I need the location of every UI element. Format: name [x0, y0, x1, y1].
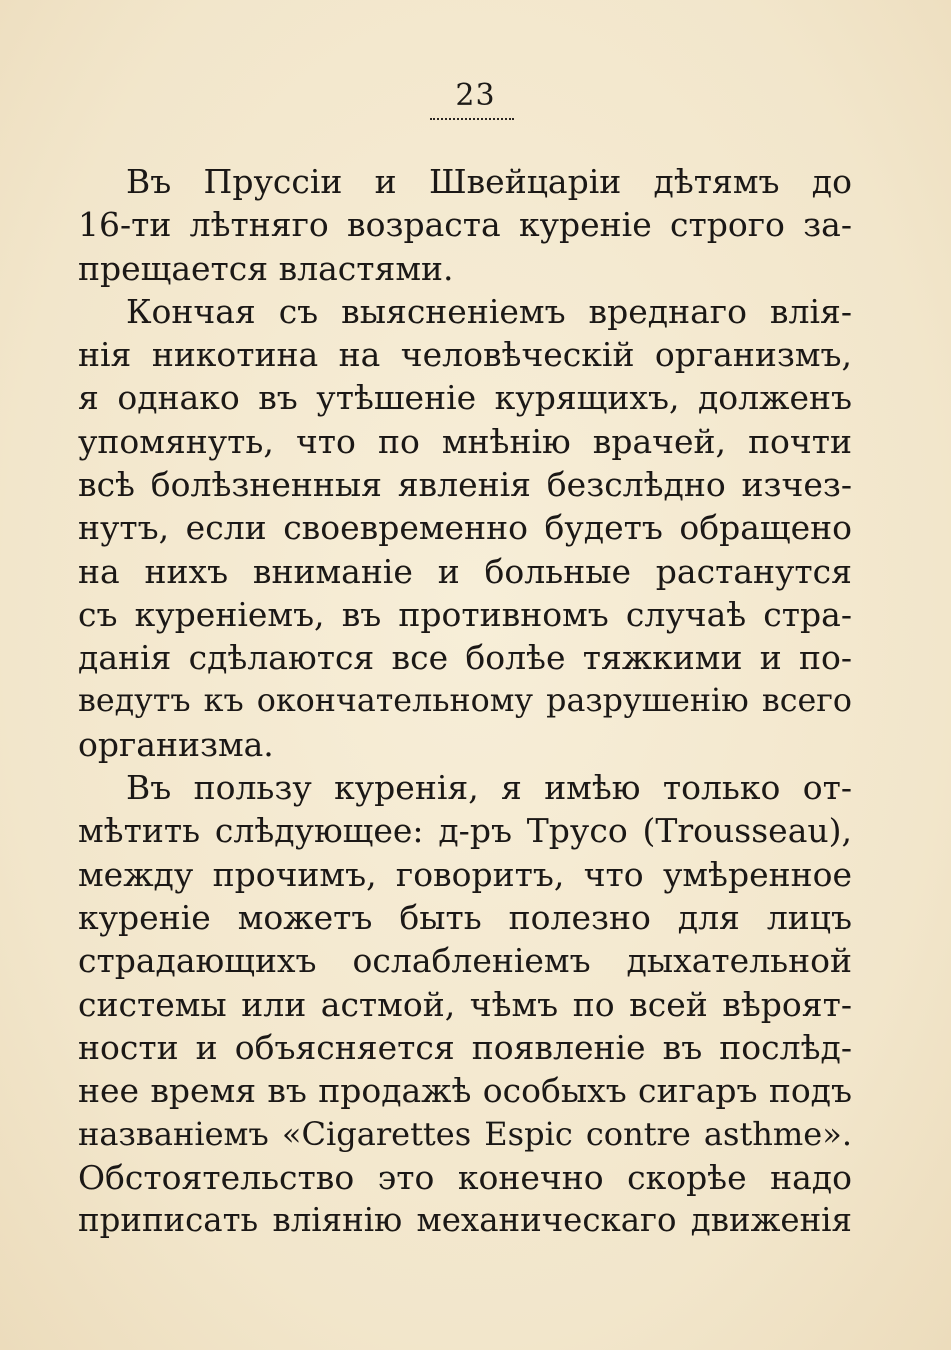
text-line: нія никотина на человѣческій организмъ,: [78, 335, 852, 375]
text-line: организма.: [78, 724, 274, 764]
text-line: упомянуть, что по мнѣнію врачей, почти: [78, 421, 852, 461]
text-line: ности и объясняется появленіе въ послѣд-: [78, 1027, 852, 1067]
text-line: прещается властями.: [78, 248, 454, 288]
text-line: названіемъ «Cigarettes Espic contre asthme».: [78, 1114, 852, 1153]
text-line: приписать вліянію механическаго движенія: [78, 1201, 852, 1240]
text-line: Въ Пруссіи и Швейцаріи дѣтямъ до: [126, 162, 852, 201]
text-line: нутъ, если своевременно будетъ обращено: [78, 508, 852, 548]
text-line: Кончая съ выясненіемъ вреднаго влія-: [126, 291, 852, 331]
text-line: мѣтить слѣдующее: д-ръ Трусо (Trousseau),: [78, 811, 852, 851]
text-line: системы или астмой, чѣмъ по всей вѣроят-: [78, 984, 852, 1024]
body-text: [78, 160, 852, 1242]
text-line: данія сдѣлаются все болѣе тяжкими и по-: [78, 638, 852, 678]
text-line: 16-ти лѣтняго возраста куреніе строго за-: [78, 205, 852, 245]
text-line: страдающихъ ослабленіемъ дыхательной: [78, 941, 852, 981]
text-line: ведутъ къ окончательному разрушенію всего: [78, 682, 852, 719]
text-line: я однако въ утѣшеніе курящихъ, долженъ: [78, 378, 852, 418]
text-line: куреніе можетъ быть полезно для лицъ: [78, 898, 852, 938]
text-line: Обстоятельство это конечно скорѣе надо: [78, 1157, 852, 1197]
text-line: на нихъ вниманіе и больные растанутся: [78, 551, 852, 591]
text-line: нее время въ продажѣ особыхъ сигаръ подъ: [78, 1071, 852, 1111]
page-number: 23: [455, 78, 496, 113]
text-line: съ куреніемъ, въ противномъ случаѣ стра-: [78, 594, 852, 634]
header-rule: [430, 118, 514, 120]
text-line: всѣ болѣзненныя явленія безслѣдно изчез-: [78, 465, 852, 505]
text-line: Въ пользу куренія, я имѣю только от-: [126, 768, 852, 808]
text-line: между прочимъ, говоритъ, что умѣренное: [78, 854, 852, 894]
